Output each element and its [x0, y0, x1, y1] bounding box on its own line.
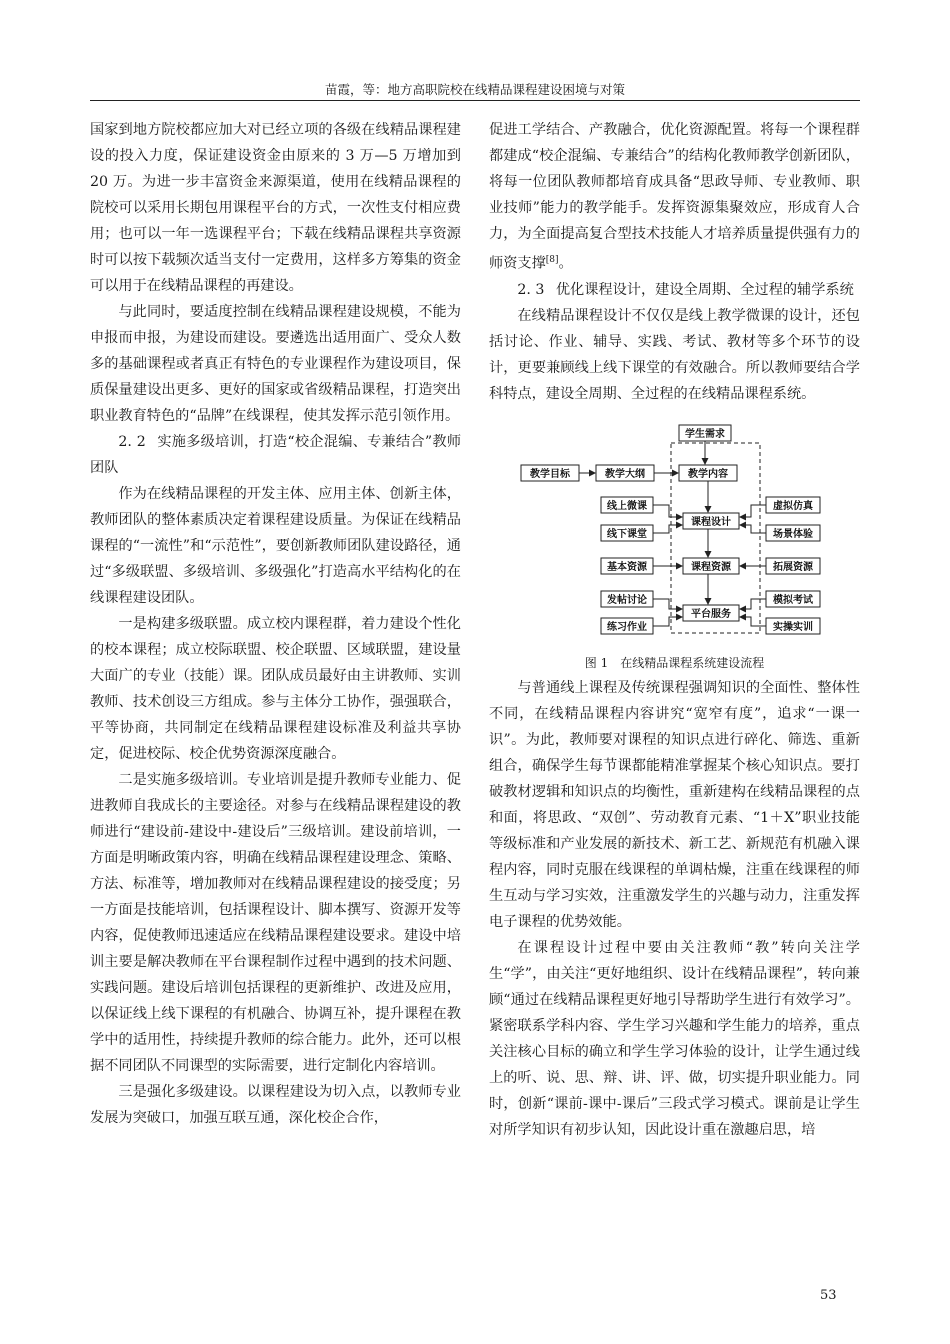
label-teaching-goal: 教学目标	[530, 468, 570, 480]
flowchart-diagram	[489, 421, 860, 651]
running-head: 苗霞，等：地方高职院校在线精品课程建设困境与对策	[324, 82, 625, 97]
section-title: 实施多级培训，打造“校企混编、专兼结合”教师团队	[90, 434, 462, 476]
left-column	[90, 117, 461, 1131]
paragraph-text: 促进工学结合、产教融合，优化资源配置。将每一个课程群都建成“校企混编、专兼结合”的结构化教师教学创新团队，将每一位团队教师都培育成具备“思政导师、专业教师、职业技师”能力的教学能手。发挥资源集聚效应，形成育人合力，为全面提高复合型技术技能人才培养质量提供强有力的师资支撑	[489, 122, 860, 272]
left-paragraph-3: 作为在线精品课程的开发主体、应用主体、创新主体，教师团队的整体素质决定着课程建设质量。为保证在线精品课程的“一流性”和“示范性”，要创新教师团队建设路径，通过“多级联盟、多级培训、多级强化”打造高水平结构化的在线课程建设团队。	[90, 486, 461, 606]
label-extended-resources: 拓展资源	[773, 561, 813, 573]
right-column	[489, 117, 860, 1143]
label-platform-service: 平台服务	[691, 608, 731, 620]
right-paragraph-4: 在课程设计过程中要由关注教师“教”转向关注学生“学”，由关注“更好地组织、设计在线精品课程”，转向兼顾“通过在线精品课程更好地引导帮助学生进行有效学习”。紧密联系学科内容、学生学习兴趣和学生能力的培养，重点关注核心目标的确立和学生学习体验的设计，让学生通过线上的听、说、思、辩、讲、评、做，切实提升职业能力。同时，创新“课前-课中-课后”三段式学习模式。课前是让学生对所学知识有初步认知，因此设计重在激趣启思，培	[489, 939, 860, 1138]
left-paragraph-1: 国家到地方院校都应加大对已经立项的各级在线精品课程建设的投入力度，保证建设资金由原来的 3 万—5 万增加到 20 万。为进一步丰富资金来源渠道，使用在线精品课程的院校可以采用长期包用课程平台的方式，一次性支付相应费用；也可以一年一选课程平台；下载在线精品课程共享资源时可以按下载频次适当支付一定费用，这样多方筹集的资金可以用于在线精品课程的再建设。	[90, 122, 461, 294]
label-course-design: 课程设计	[691, 516, 731, 528]
label-course-resources: 课程资源	[691, 561, 731, 573]
section-number: 2. 3	[517, 281, 545, 298]
left-paragraph-5: 二是实施多级培训。专业培训是提升教师专业能力、促进教师自我成长的主要途径。对参与在线精品课程建设的教师进行“建设前-建设中-建设后”三级培训。建设前培训，一方面是明晰政策内容，明确在线精品课程建设理念、策略、方法、标准等，增加教师对在线精品课程建设的接受度；另一方面是技能培训，包括课程设计、脚本撰写、资源开发等内容，促使教师迅速适应在线精品课程建设要求。建设中培训主要是解决教师在平台课程制作过程中遇到的技术问题、实践问题。建设后培训包括课程的更新维护、改进及应用，以保证线上线下课程的有机融合、协调互补，提升课程在教学中的适用性，持续提升教师的综合能力。此外，还可以根据不同团队不同课型的实际需要，进行定制化内容培训。	[90, 772, 461, 1074]
section-heading-2-2	[90, 429, 461, 481]
label-online-microcourse: 线上微课	[607, 500, 647, 512]
label-practical-training: 实操实训	[773, 621, 813, 633]
paragraph-end: 。	[558, 255, 573, 272]
flowchart-figure	[489, 421, 860, 651]
page-number: 53	[820, 1288, 837, 1303]
label-virtual-simulation: 虚拟仿真	[773, 500, 813, 512]
label-teaching-content: 教学内容	[688, 468, 728, 480]
left-paragraph-6: 三是强化多级建设。以课程建设为切入点，以教师专业发展为突破口，加强互联互通，深化校企合作，	[90, 1084, 461, 1126]
label-basic-resources: 基本资源	[607, 561, 647, 573]
section-number: 2. 2	[118, 434, 146, 450]
left-paragraph-4: 一是构建多级联盟。成立校内课程群，着力建设个性化的校本课程；成立校际联盟、校企联盟、区域联盟，建设量大面广的专业（技能）课。团队成员最好由主讲教师、实训教师、技术创设三方组成。参与主体分工协作，强强联合，平等协商，共同制定在线精品课程建设标准及利益共享协定，促进校际、校企优势资源深度融合。	[90, 616, 461, 762]
label-forum-discussion: 发帖讨论	[607, 594, 647, 606]
right-paragraph-2: 在线精品课程设计不仅仅是线上教学微课的设计，还包括讨论、作业、辅导、实践、考试、教材等多个环节的设计，更要兼顾线上线下课堂的有效融合。所以教师要结合学科特点，建设全周期、全过程的在线精品课程系统。	[489, 307, 860, 402]
label-student-needs: 学生需求	[685, 428, 725, 440]
right-paragraph-3: 与普通线上课程及传统课程强调知识的全面性、整体性不同，在线精品课程内容讲究“宽窄有度”，追求“一课一识”。为此，教师要对课程的知识点进行碎化、筛选、重新组合，确保学生每节课都能精准掌握某个核心知识点。要打破教材逻辑和知识点的均衡性，重新建构在线精品课程的点和面，将思政、“双创”、劳动教育元素、“1＋X”职业技能等级标准和产业发展的新技术、新工艺、新规范有机融入课程内容，同时克服在线课程的单调枯燥，注重在线课程的师生互动与学习实效，注重激发学生的兴趣与动力，注重发挥电子课程的优势效能。	[489, 679, 860, 930]
label-mock-exam: 模拟考试	[773, 594, 813, 606]
label-syllabus: 教学大纲	[605, 468, 645, 480]
section-title: 优化课程设计，建设全周期、全过程的辅学系统	[555, 281, 854, 298]
right-paragraph-1	[489, 117, 860, 277]
label-offline-class: 线下课堂	[607, 528, 647, 540]
label-scenario-experience: 场景体验	[773, 528, 813, 540]
label-practice-homework: 练习作业	[607, 621, 647, 633]
section-heading-2-3	[489, 277, 860, 303]
left-paragraph-2: 与此同时，要适度控制在线精品课程建设规模，不能为申报而申报，为建设而建设。要遴选出适用面广、受众人数多的基础课程或者真正有特色的专业课程作为建设项目，保质保量建设出更多、更好的国家或省级精品课程，打造突出职业教育特色的“品牌”在线课程，使其发挥示范引领作用。	[90, 304, 461, 424]
header-rule	[90, 100, 860, 101]
figure-caption: 图 1 在线精品课程系统建设流程	[584, 655, 765, 670]
citation-ref: [8]	[545, 255, 559, 265]
